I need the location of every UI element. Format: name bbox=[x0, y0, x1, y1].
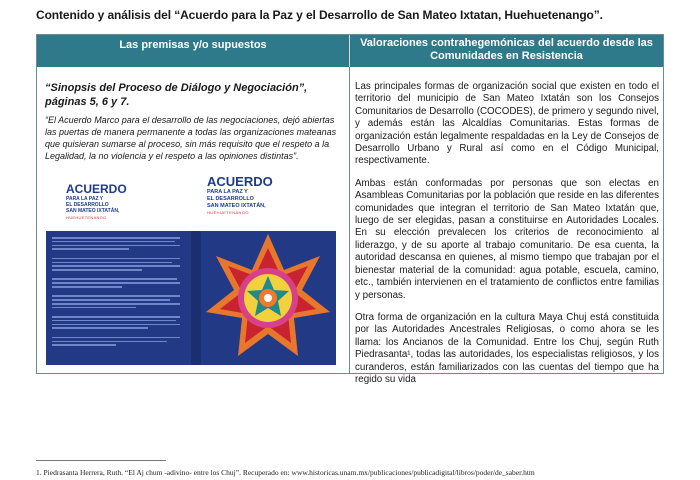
back-sub-line1: PARA LA PAZ Y bbox=[66, 196, 104, 202]
back-sub-line3: SAN MATEO IXTATÁN, bbox=[66, 208, 120, 214]
front-sub-line1: PARA LA PAZ Y bbox=[207, 189, 248, 195]
paragraph-organization: Las principales formas de organización social que existen en todo el territorio del municipio de San Mateo Ixtatán son los Consejos Comunitarios de Desarrollo (COCODES), de primero y segundo nivel, y además están las Alcaldías Comunitarias. Estas formas de organización están legalmente respaldadas en la Ley de Consejos de Desarrollo Urbano y Rural así como en el Código Municipal, respectivamente. bbox=[355, 81, 659, 167]
left-column bbox=[45, 81, 345, 162]
document-title: Contenido y análisis del “Acuerdo para la Paz y el Desarrollo de San Mateo Ixtatan, Huehuetenango”. bbox=[36, 8, 603, 22]
paragraph-ancestral-authorities: Otra forma de organización en la cultura Maya Chuj está constituida por las Autoridades Ancestrales Religiosas, o como ahora se les llama: los Ancianos de la Comunidad. Entre los Chuj, según Ruth Piedrasanta¹, todas las autoridades, los especialistas religiosos, y los curanderos, están familiarizados con las cuentas del tiempo que ha regido su vida bbox=[355, 311, 659, 385]
front-cover-title: ACUERDO bbox=[207, 174, 273, 189]
back-cover-text-block bbox=[52, 237, 180, 348]
front-cover-place: HUEHUETENANGO bbox=[207, 210, 249, 215]
back-cover-panel bbox=[46, 231, 191, 365]
front-sub-line2: EL DESARROLLO bbox=[207, 196, 254, 202]
back-cover-place: HUEHUETENANGO bbox=[66, 215, 107, 220]
front-cover-panel bbox=[201, 231, 336, 365]
right-column-header bbox=[350, 35, 663, 67]
book-spine bbox=[191, 231, 201, 365]
front-cover-subtitle bbox=[207, 189, 332, 210]
right-column bbox=[355, 81, 659, 396]
maya-star-emblem-icon bbox=[201, 231, 336, 365]
front-sub-line3: SAN MATEO IXTATÁN, bbox=[207, 203, 266, 209]
footnote-rule bbox=[36, 460, 166, 461]
synopsis-heading: “Sinopsis del Proceso de Diálogo y Negociación”, páginas 5, 6 y 7. bbox=[45, 82, 308, 108]
back-sub-line2: EL DESARROLLO bbox=[66, 202, 109, 208]
back-cover-title: ACUERDO bbox=[66, 182, 127, 196]
agreement-quote: “El Acuerdo Marco para el desarrollo de las negociaciones, dejó abiertas las puertas de manera permanente a todas las organizaciones mateanas que quisieran sumarse al proceso, sin más requisito que el respeto a la Legalidad, la no violencia y el respeto a las opiniones distintas”. bbox=[45, 115, 337, 161]
footnote: 1. Piedrasanta Herrera, Ruth. “El Aj chum -adivino- entre los Chuj”. Recuperado en: www.historicas.unam.mx/publicaciones/publicadigital/libros/poder/de_saber.htm bbox=[36, 468, 535, 477]
back-cover-subtitle bbox=[66, 196, 176, 214]
right-header-line1: Valoraciones contrahegemónicas del acuerdo desde las bbox=[360, 37, 653, 49]
column-divider bbox=[349, 67, 350, 373]
book-covers bbox=[46, 165, 336, 365]
analysis-table bbox=[36, 34, 664, 385]
left-column-header: Las premisas y/o supuestos bbox=[37, 35, 350, 67]
right-header-line2: Comunidades en Resistencia bbox=[430, 50, 583, 62]
paragraph-assemblies: Ambas están conformadas por personas que son electas en Asambleas Comunitarias por la población que reside en las diferentes comunidades que integran el territorio de San Mateo Ixtatán que, luego de ser elegidas, pasan a constituirse en Autoridades Locales. En su elección prevalecen los criterios de reconocimiento al liderazgo, y de su aporte al trabajo comunitario. De esa cuenta, la autoridad descansa en quienes, al mismo tiempo que trabajan por el bienestar material de la comunidad: agua potable, escuela, camino, etc., también intervienen en el tratamiento de conflictos entre familias y personas. bbox=[355, 177, 659, 301]
